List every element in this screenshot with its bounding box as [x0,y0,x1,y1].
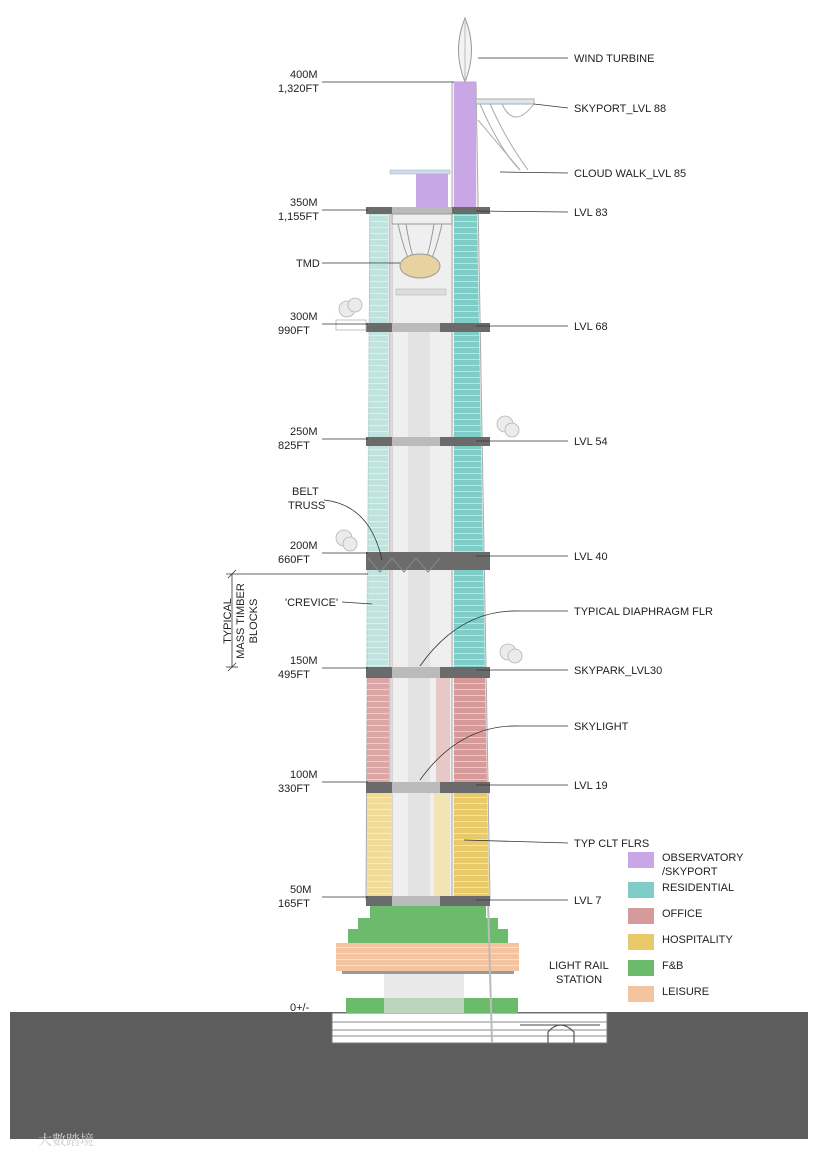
cloud-walk-block [416,174,448,207]
legend-swatch-4 [628,960,654,976]
watermark: 大數踏境 [38,1132,94,1148]
legend-label-1: RESIDENTIAL [662,882,735,894]
right-label-0: WIND TURBINE [574,53,655,65]
right-label-10: LVL 19 [574,780,608,792]
elevation-ft-3: 825FT [278,440,310,452]
legend-swatch-3 [628,934,654,950]
svg-text:BLOCKS: BLOCKS [248,598,260,644]
elevation-ft-0: 1,320FT [278,83,319,95]
basement-void [332,1013,607,1043]
right-label-2: CLOUD WALK_LVL 85 [574,168,687,180]
right-labels [574,53,713,907]
elevation-ft-1: 1,155FT [278,211,319,223]
elevation-m-3: 250M [290,426,318,438]
legend-label-0-line2: /SKYPORT [662,866,718,878]
svg-text:MASS TIMBER: MASS TIMBER [235,583,247,659]
podium-green-2 [358,918,498,930]
right-label-6: LVL 40 [574,551,608,563]
right-label-8: SKYPARK_LVL30 [574,665,663,677]
svg-text:TYPICAL: TYPICAL [222,598,234,644]
legend-label-5: LEISURE [662,986,710,998]
right-label-3: LVL 83 [574,207,608,219]
right-label-1: SKYPORT_LVL 88 [574,103,667,115]
elevation-m-4: 200M [290,540,318,552]
right-label-9: SKYLIGHT [574,721,629,733]
right-label-11: TYP CLT FLRS [574,838,650,850]
right-label-7: TYPICAL DIAPHRAGM FLR [574,606,713,618]
elevation-m-1: 350M [290,197,318,209]
legend-swatch-2 [628,908,654,924]
crevice-label: 'CREVICE' [285,597,339,609]
elevation-ft-7: 165FT [278,898,310,910]
legend-swatch-0 [628,852,654,868]
legend-label-0: OBSERVATORY [662,852,744,864]
elevation-labels [278,69,319,1014]
elevation-m-7: 50M [290,884,312,896]
typical-blocks-label [222,583,260,659]
podium-green-3 [348,929,508,943]
observatory-block [454,82,476,207]
tmd-mass [400,254,440,278]
podium-base [342,971,514,974]
elevation-m-5: 150M [290,655,318,667]
legend-swatch-5 [628,986,654,1002]
elevation-ft-5: 495FT [278,669,310,681]
station-label-2: STATION [556,974,603,986]
legend-label-4: F&B [662,960,684,972]
belt-truss-label-2: TRUSS [288,500,326,512]
elevation-ft-4: 660FT [278,554,310,566]
elevation-ft-6: 330FT [278,783,310,795]
skyport-structure [476,99,534,170]
right-label-4: LVL 68 [574,321,608,333]
right-label-12: LVL 7 [574,895,602,907]
legend-swatch-1 [628,882,654,898]
elevation-m-6: 100M [290,769,318,781]
right-label-5: LVL 54 [574,436,608,448]
elevation-m-8: 0+/- [290,1002,310,1014]
elevation-m-0: 400M [290,69,318,81]
elevation-ft-2: 990FT [278,325,310,337]
legend-label-3: HOSPITALITY [662,934,733,946]
belt-truss-label-1: BELT [292,486,319,498]
elevation-m-2: 300M [290,311,318,323]
tmd-label: TMD [296,258,320,270]
legend-label-2: OFFICE [662,908,703,920]
legend [628,852,744,1002]
station-label-1: LIGHT RAIL [549,960,609,972]
podium-green-1 [370,906,486,920]
